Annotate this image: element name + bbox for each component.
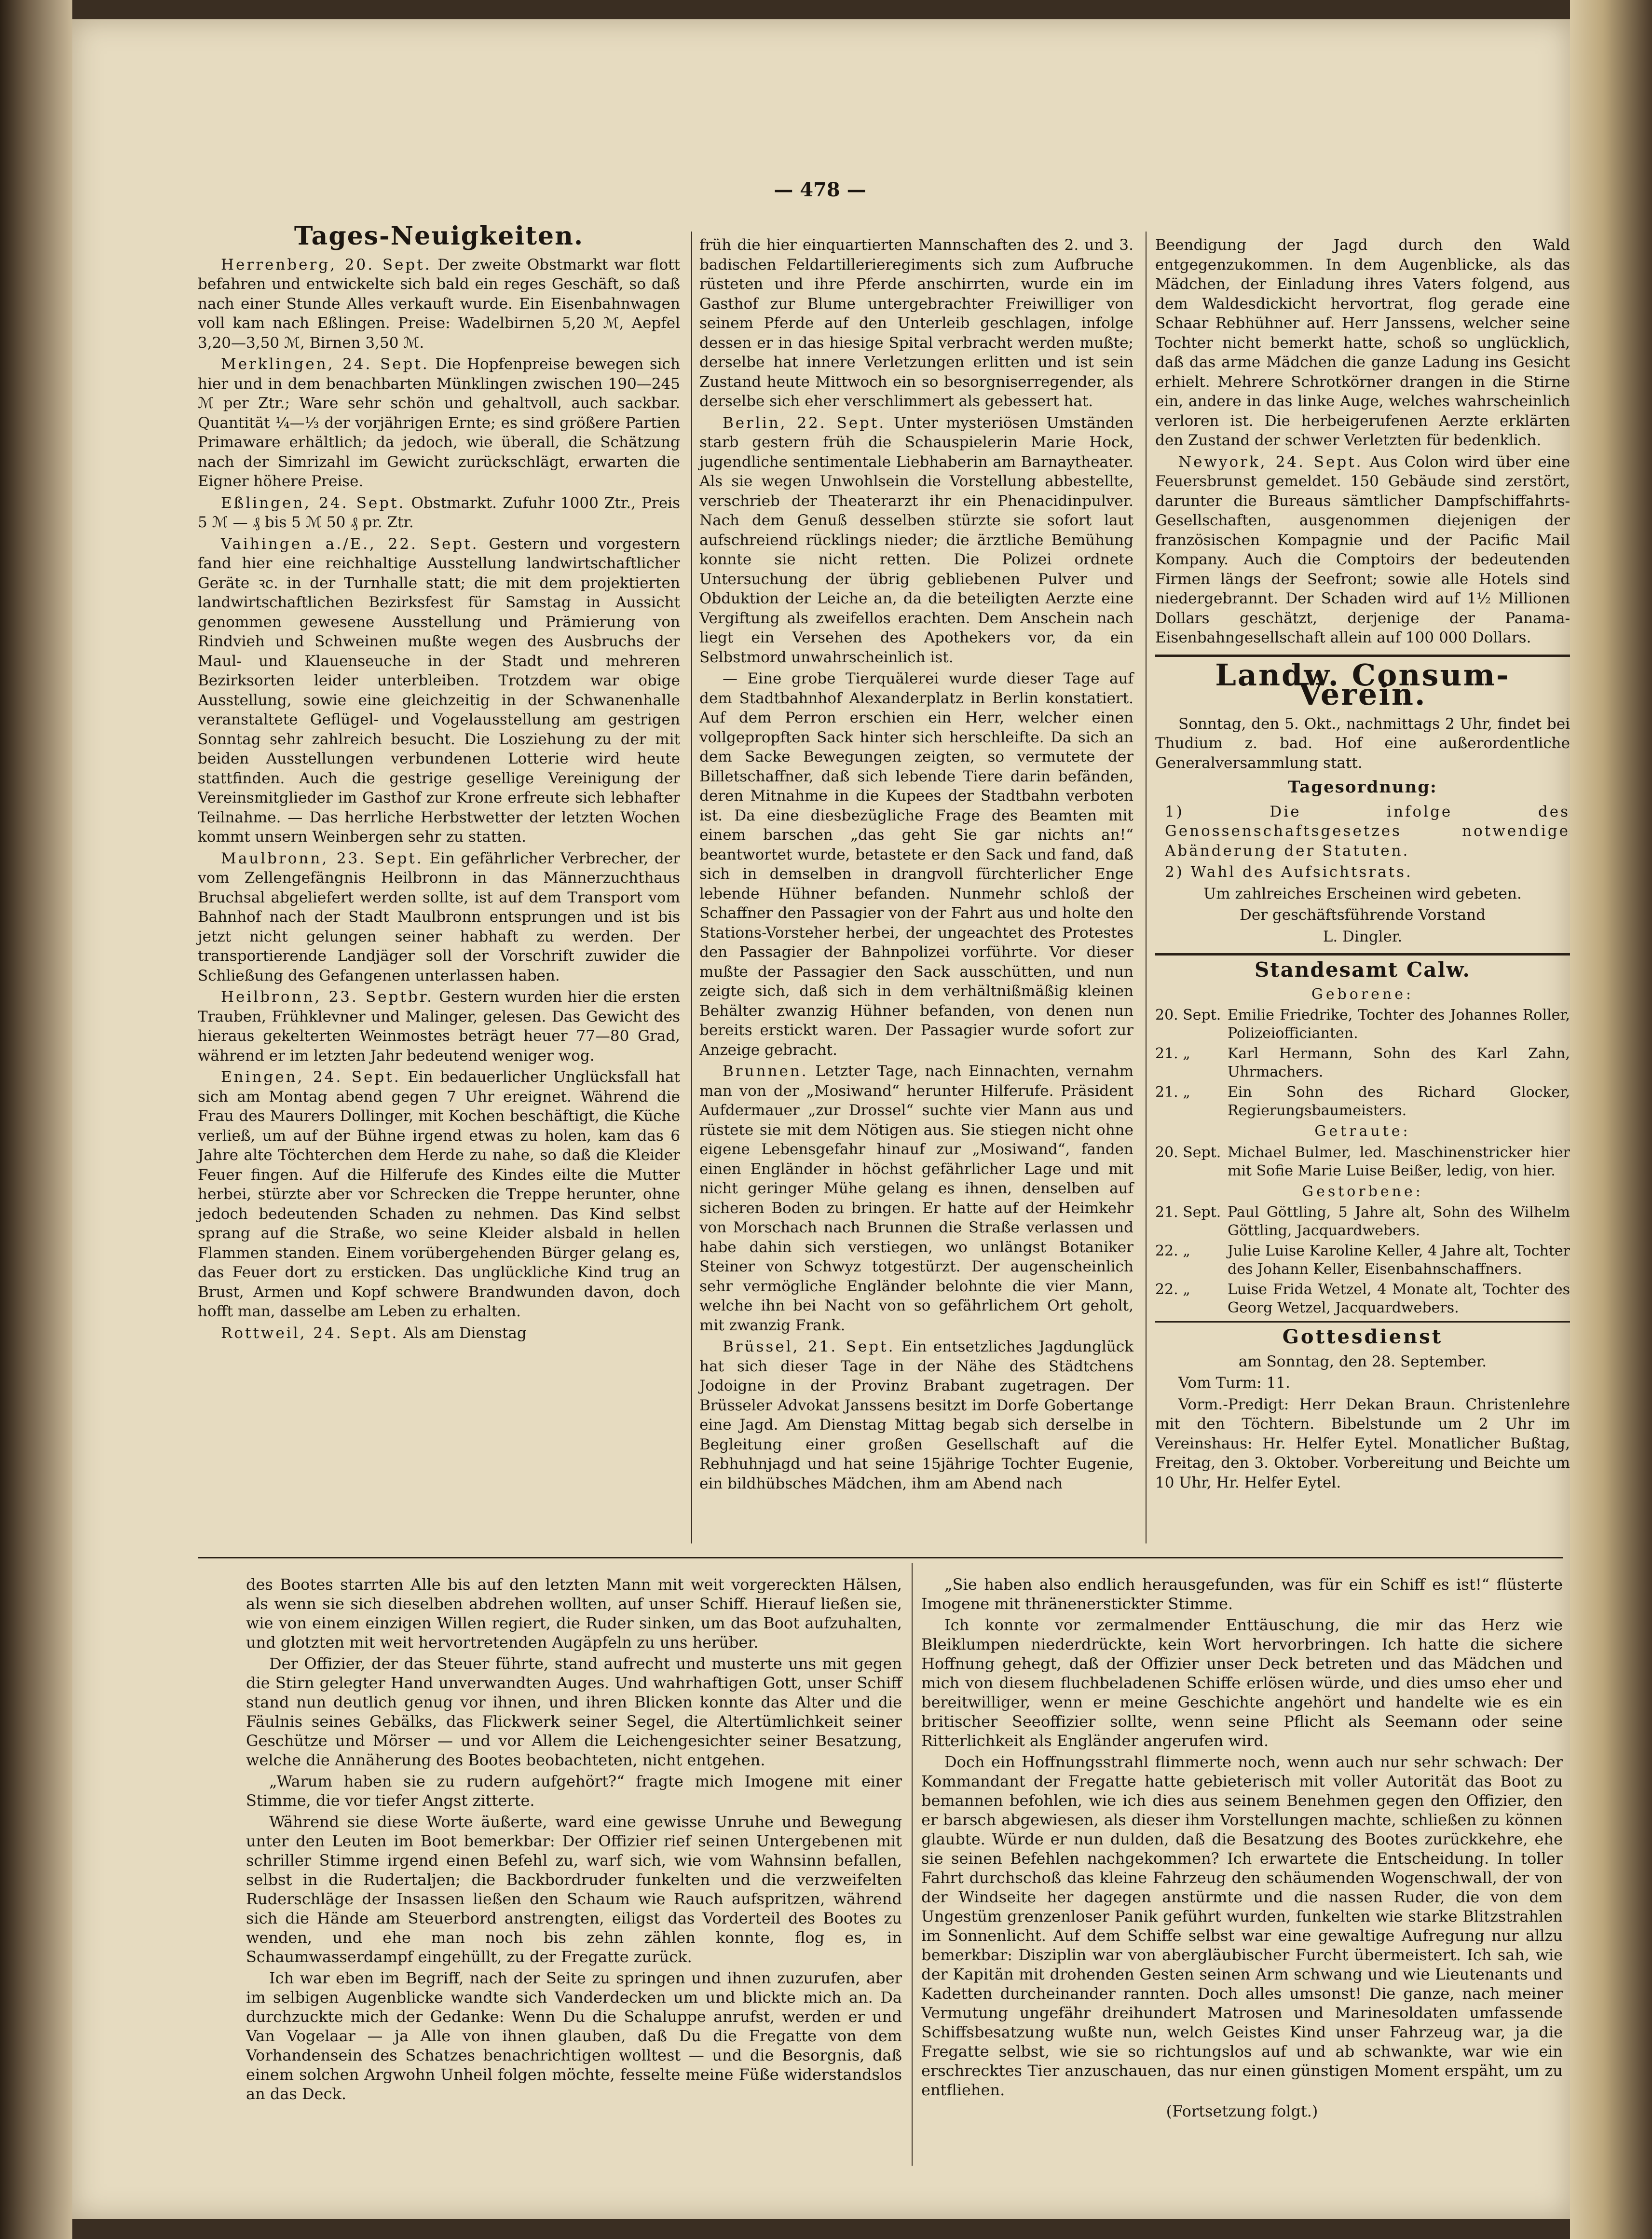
ad-board: Der geschäftsführende Vorstand	[1240, 906, 1486, 924]
page-number: — 478 —	[774, 178, 866, 201]
registry-entry: 22. „ Luise Frida Wetzel, 4 Monate alt, Tochter des Georg Wetzel, Jacquardwebers.	[1155, 1281, 1570, 1316]
news-column-2	[699, 235, 1133, 1495]
registry-entry: 20. Sept. Michael Bulmer, led. Maschinenstricker hier mit Sofie Marie Luise Beißer, ledig, von hier.	[1155, 1144, 1570, 1179]
story-paragraph: Doch ein Hoffnungsstrahl flimmerte noch, wenn auch nur sehr schwach: Der Kommandant der Fregatte hatte gebieterisch mit voller Autorität das Boot zu bemannen befohlen, wie ich dies aus seinem Benehmen gegen den Offizier, den er barsch abgewiesen, als dieser ihm Vorstellungen machte, schließen zu können glaubte. Würde er nun dulden, daß die Besatzung des Bootes zurückkehre, ehe sie seinen Befehlen nachgekommen? Ich erwartete die Entscheidung. In toller Fahrt durchschoß das kleine Fahrzeug den schäumenden Wogenschwall, der von der Windseite her dagegen anstürmte und die nassen Ruder, die von dem Ungestüm grenzenloser Panik geführt wurden, funkelten wie starke Blitzstrahlen im Sonnenlicht. Auf dem Schiffe selbst war eine gewaltige Aufregung nur allzu bemerkbar: Disziplin war von abergläubischer Furcht übermeistert. Ich sah, wie der Kapitän mit drohenden Gesten seinen Arm schwang und wie Lieutenants und Kadetten durcheinander rannten. Doch alles umsonst! Die ganze, nach meiner Vermutung ungefähr dreihundert Matrosen und Marinesoldaten umfassende Schiffsbesatzung wußte nun, welch Geistes Kind unser Fahrzeug war, ja die Fregatte selbst, wie sie so richtungslos auf und ab schwankte, war wie ein erschrecktes Tier anzuschauen, das nur einen günstigen Moment erspäht, um zu entfliehen.	[921, 1753, 1563, 2099]
registry-entry: 21. „ Karl Hermann, Sohn des Karl Zahn, Uhrmachers.	[1155, 1045, 1570, 1080]
registry-entry: 22. „ Julie Luise Karoline Keller, 4 Jahre alt, Tochter des Johann Keller, Eisenbahnschaffners.	[1155, 1242, 1570, 1278]
story-paragraph: Ich war eben im Begriff, nach der Seite zu springen und ihnen zuzurufen, aber im selbigen Augenblicke wandte sich Vanderdecken um und blickte mich an. Da durchzuckte mich der Gedanke: Wenn Du die Schaluppe anrufst, werden er und Van Vogelaar — ja Alle von ihnen glauben, daß Du die Fregatte von dem Vorhandensein des Schatzes benachrichtigen wolltest — und die Besorgnis, daß einem solchen Argwohn Unheil folgen möchte, fesselte meine Füße widerstandslos an das Deck.	[246, 1969, 902, 2103]
ad-intro: Sonntag, den 5. Okt., nachmittags 2 Uhr, findet bei Thudium z. bad. Hof eine außerordentliche Generalversammlung statt.	[1155, 715, 1570, 772]
news-item: Newyork, 24. Sept. Aus Colon wird über eine Feuersbrunst gemeldet. 150 Gebäude sind zerstört, darunter die Bureaus sämtlicher Dampfschiffahrts-Gesellschaften, ausgenommen diejenigen der französischen Kompagnie und der Pacific Mail Kompany. Auch die Comptoirs der bedeutenden Firmen längs der Seefront; sowie alle Hotels sind niedergebrannt. Der Schaden wird auf 1½ Millionen Dollars geschätzt, derjenige der Panama-Eisenbahngesellschaft allein auf 100 000 Dollars.	[1155, 453, 1570, 646]
church-date: am Sonntag, den 28. September.	[1238, 1352, 1487, 1370]
news-item: Berlin, 22. Sept. Unter mysteriösen Umständen starb gestern früh die Schauspielerin Marie Hock, jugendliche sentimentale Liebhaberin am Barnaytheater. Als sie wegen Unwohlsein die Vorstellung abbestellte, verschrieb der Theaterarzt ihr ein Phenacidinpulver. Nach dem Genuß desselben stürzte sie sofort laut aufschreiend rücklings nieder; die ärztliche Bemühung konnte sie nicht retten. Die Polizei ordnete Untersuchung der übrig gebliebenen Pulver und Obduktion der Leiche an, da die beteiligten Aerzte eine Vergiftung als zweifellos erachten. Dem Anschein nach liegt ein Versehen des Apothekers vor, da ein Selbstmord unwahrscheinlich ist.	[699, 414, 1133, 666]
news-column-1	[198, 221, 681, 1345]
news-item: Vaihingen a./E., 22. Sept. Gestern und vorgestern fand hier eine reichhaltige Ausstellung landwirtschaftlicher Geräte ꝛc. in der Turnhalle statt; die mit dem projektierten landwirtschaftlichen Bezirksfest für Samstag in Aussicht genommen gewesene Ausstellung und Prämierung von Rindvieh und Schweinen mußte wegen des Ausbruchs der Maul- und Klauenseuche in der Stadt und mehreren Bezirksorten leider unterbleiben. Trotzdem war obige Ausstellung, sowie eine gleichzeitig in der Schwanenhalle veranstaltete Geflügel- und Vogelausstellung am gestrigen Sonntag sehr zahlreich besucht. Die Losziehung zu der mit beiden Ausstellungen verbundenen Lotterie wird heute stattfinden. Auch die gestrige gesellige Vereinigung der Vereinsmitglieder im Gasthof zur Krone erfreute sich lebhafter Teilnahme. — Das herrliche Herbstwetter der letzten Wochen kommt unsern Weinbergen sehr zu statten.	[198, 535, 680, 846]
ad-signature: L. Dingler.	[1323, 928, 1403, 945]
story-paragraph: des Bootes starrten Alle bis auf den letzten Mann mit weit vorgereckten Hälsen, als wenn sie sich dieselben abdrehen wollten, auf unser Schiff. Hierauf ließen sie, wie von einem einzigen Willen regiert, die Ruder sinken, um das Boot aufzuhalten, und glotzten mit weit hervortretenden Augäpfeln zu uns herüber.	[246, 1575, 902, 1652]
ad-top-rule	[1155, 655, 1570, 657]
news-item: Brüssel, 21. Sept. Ein entsetzliches Jagdunglück hat sich dieser Tage in der Nähe des Städtchens Jodoigne in der Provinz Brabant zugetragen. Der Brüsseler Advokat Janssens besitzt im Dorfe Gobertange eine Jagd. Am Dienstag Mittag begab sich derselbe in Begleitung einer großen Gesellschaft auf die Rebhuhnjagd und hat seine 15jährige Tochter Eugenie, ein bildhübsches Mädchen, ihm am Abend nach	[699, 1338, 1133, 1492]
news-item: Eßlingen, 24. Sept. Obstmarkt. Zufuhr 1000 Ztr., Preis 5 ℳ — ₰ bis 5 ℳ 50 ₰ pr. Ztr.	[198, 494, 681, 531]
newspaper-page	[72, 19, 1570, 2219]
story-continued-note: (Fortsetzung folgt.)	[1166, 2102, 1318, 2120]
church-tower: Vom Turm: 11.	[1178, 1374, 1290, 1392]
story-column-left	[246, 1575, 902, 2105]
registry-entry: 20. Sept. Emilie Friedrike, Tochter des Johannes Roller, Polizeiofficianten.	[1155, 1007, 1570, 1042]
registry-entry: 21. „ Ein Sohn des Richard Glocker, Regierungsbaumeisters.	[1155, 1084, 1570, 1119]
news-item: Eningen, 24. Sept. Ein bedauerlicher Unglücksfall hat sich am Montag abend gegen 7 Uhr ereignet. Während die Frau des Maurers Dollinger, mit Kochen beschäftigt, die Küche verließ, um auf der Bühne irgend etwas zu holen, kam das 6 Jahre alte Töchterchen dem Herde zu nahe, so daß die Kleider Feuer fingen. Auf die Hilferufe des Kindes eilte die Mutter herbei, stürzte aber vor Schrecken die Treppe herunter, ohne jedoch bedeutenden Schaden zu nehmen. Das Kind selbst sprang auf die Straße, wo seine Kleider alsbald in hellen Flammen standen. Einem vorübergehenden Bürger gelang es, das Feuer dort zu ersticken. Das unglückliche Kind trug an Brust, Armen und Kopf schwere Brandwunden davon, doch hofft man, dasselbe am Leben zu erhalten.	[198, 1068, 680, 1320]
news-item: Merklingen, 24. Sept. Die Hopfenpreise bewegen sich hier und in dem benachbarten Münklingen zwischen 190—245 ℳ per Ztr.; Ware sehr schön und gehaltvoll, auch sackbar. Quantität ¼—⅓ der vorjährigen Ernte; es sind größere Partien Primaware erhältlich; da jedoch, wie überall, die Schätzung nach der Simrizahl im Gewicht zurückschlägt, erwarten die Eigner höhere Preise.	[198, 355, 680, 490]
ad-agenda-item: 1) Die infolge des Genossenschaftsgesetzes notwendige Abänderung der Statuten.	[1165, 803, 1570, 860]
news-item: Maulbronn, 23. Sept. Ein gefährlicher Verbrecher, der vom Zellengefängnis Heilbronn in das Männerzuchthaus Bruchsal abgeliefert werden sollte, ist auf dem Transport vom Bahnhof nach der Stadt Maulbronn entsprungen und ist bis jetzt nicht gelungen seiner habhaft zu werden. Der transportierende Landjäger soll der Vorschrift zuwider die Schließung des Gefangenen unterlassen haben.	[198, 849, 681, 984]
ad-title: Landw. Consum-Verein.	[1215, 657, 1510, 712]
registry-born-heading: Geborene:	[1311, 985, 1414, 1003]
story-paragraph: „Sie haben also endlich herausgefunden, was für ein Schiff es ist!“ flüsterte Imogene mit thränenerstickter Stimme.	[921, 1575, 1563, 1613]
news-item: — Eine grobe Tierquälerei wurde dieser Tage auf dem Stadtbahnhof Alexanderplatz in Berlin konstatiert. Auf dem Perron erschien ein Herr, welcher einen vollgepropften Sack hinter sich herschleifte. Da sich an dem Sacke Bewegungen zeigten, so vermutete der Billetschaffner, daß sich lebende Tiere darin befänden, deren Mitnahme in die Kupees der Stadtbahn verboten ist. Da eine diesbezügliche Frage des Beamten mit einem barschen „das geht Sie gar nichts an!“ beantwortet wurde, betastete er den Sack und fand, daß sich in demselben in drangvoll fürchterlicher Enge lebende Hühner befanden. Nunmehr schloß der Schaffner den Passagier von der Fahrt aus und holte den Stations-Vorsteher herbei, der ungeachtet des Protestes den Passagier der Bahnpolizei vorführte. Vor dieser mußte der Passagier den Sack ausschütten, und nun zeigte sich, daß sich in dem verhältnißmäßig kleinen Behälter zwanzig Hühner befanden, von denen nun bereits erstickt waren. Der Passagier wurde sofort zur Anzeige gebracht.	[699, 670, 1133, 1059]
registry-entry: 21. Sept. Paul Göttling, 5 Jahre alt, Sohn des Wilhelm Göttling, Jacquardwebers.	[1155, 1204, 1570, 1239]
story-paragraph: Ich konnte vor zermalmender Enttäuschung, die mir das Herz wie Bleiklumpen niederdrückte, kein Wort hervorbringen. Ich hatte die sichere Hoffnung gehegt, daß der Offizier unser Deck betreten und das Mädchen und mich von diesem fluchbeladenen Schiffe erlösen würde, und dies umso eher und bereitwilliger, wenn er meine Geschichte angehört und handelte wie es ein britischer Seeoffizier sollte, wenn seine Pflicht als Seemann oder seine Ritterlichkeit als Engländer angerufen wird.	[921, 1616, 1563, 1750]
story-paragraph: Während sie diese Worte äußerte, ward eine gewisse Unruhe und Bewegung unter den Leuten im Boot bemerkbar: Der Offizier rief seinen Untergebenen mit schriller Stimme irgend einen Befehl zu, warf sich, wie vom Wahnsinn befallen, selbst in die Rudertaljen; die Backbordruder funkelten und die verzweifelten Ruderschläge der Insassen ließen den Schaum wie Rauch aufspritzen, während sich die Hände am Steuerbord anstrengten, eiligst das Vorderteil des Bootes zu wenden, und ehe man noch bis zehn zählen konnte, flog es, in Schaumwasserdampf eingehüllt, zu der Fregatte zurück.	[246, 1813, 902, 1966]
church-text: Vorm.-Predigt: Herr Dekan Braun. Christenlehre mit den Töchtern. Bibelstunde um 2 Uhr im Vereinshaus: Hr. Helfer Eytel. Monatlicher Bußtag, Freitag, den 3. Oktober. Vorbereitung und Beichte um 10 Uhr, Hr. Helfer Eytel.	[1155, 1395, 1570, 1491]
story-column-right	[921, 1575, 1563, 2123]
column-rule-2	[1146, 232, 1147, 1543]
story-paragraph: „Warum haben sie zu rudern aufgehört?“ fragte mich Imogene mit einer Stimme, die vor tiefer Angst zitterte.	[246, 1772, 902, 1810]
registry-title: Standesamt Calw.	[1254, 958, 1471, 982]
registry-married-heading: Getraute:	[1314, 1123, 1411, 1140]
story-separator-rule	[198, 1557, 1563, 1558]
next-page-edge	[1570, 0, 1652, 2239]
church-rule	[1155, 1321, 1570, 1323]
ad-agenda-heading: Tagesordnung:	[1288, 778, 1437, 797]
news-item: Herrenberg, 20. Sept. Der zweite Obstmarkt war flott befahren und entwickelte sich bald ein reges Geschäft, so daß nach einer Stunde Alles verkauft wurde. Ein Eisenbahnwagen voll kam nach Eßlingen. Preise: Wadelbirnen 5,20 ℳ, Aepfel 3,20—3,50 ℳ, Birnen 3,50 ℳ.	[198, 256, 680, 352]
news-item: Heilbronn, 23. Septbr. Gestern wurden hier die ersten Trauben, Frühklevner und Malinger, gelesen. Das Gewicht des hieraus gekelterten Weinmostes beträgt heuer 77—80 Grad, während er im letzten Jahr bedeutend weniger wog.	[198, 988, 681, 1065]
news-item: Brunnen. Letzter Tage, nach Einnachten, vernahm man von der „Mosiwand“ herunter Hilferufe. Präsident Aufdermauer „zur Drossel“ suchte vier Mann aus und rüstete sie mit dem Nötigen aus. Sie stiegen nicht ohne eigene Lebensgefahr hinauf zur „Mosiwand“, fanden einen Engländer in höchst gefährlicher Lage und mit nicht geringer Mühe gelang es ihnen, denselben auf sicheren Boden zu bringen. Er hatte auf der Heimkehr von Morschach nach Brunnen die Straße verlassen und habe dahin sich verstiegen, wo unlängst Botaniker Steiner von Schwyz totgestürzt. Der augenscheinlich sehr vermögliche Engländer belohnte die vier Mann, welche ihn bei Nacht von so gefährlichem Ort geholt, mit zwanzig Frank.	[699, 1063, 1133, 1334]
ad-bottom-rule	[1155, 953, 1570, 956]
news-item: früh die hier einquartierten Mannschaften des 2. und 3. badischen Feldartillerieregiments sich zum Aufbruche rüsteten und ihre Pferde anschirrten, wurde ein im Gasthof zur Blume untergebrachter Freiwilliger von seinem Pferde auf den Unterleib geschlagen, infolge dessen er in das hiesige Spital verbracht werden mußte; derselbe hat innere Verletzungen erlitten und ist sein Zustand heute Mittwoch ein so besorgniserregender, als derselbe sich eher verschlimmert als gebessert hat.	[699, 236, 1133, 410]
ad-closing: Um zahlreiches Erscheinen wird gebeten.	[1203, 885, 1522, 902]
column-rule-1	[691, 232, 692, 1543]
story-column-rule	[912, 1563, 913, 2166]
church-title: Gottesdienst	[1282, 1325, 1443, 1348]
registry-died-heading: Gestorbene:	[1302, 1183, 1423, 1200]
news-column-3	[1155, 235, 1570, 1494]
story-paragraph: Der Offizier, der das Steuer führte, stand aufrecht und musterte uns mit gegen die Stirn gelegter Hand unverwandten Auges. Und wahrhaftigen Gott, unser Schiff stand nun deutlich genug vor ihnen, und ihren Blicken konnte das Alter und die Fäulnis seines Gebälks, das Flickwerk seiner Segel, die Altertümlichkeit seiner Geschütze und Mörser — und vor Allem die Leichengesichter seiner Besatzung, welche die Annäherung des Bootes beobachteten, nicht entgehen.	[246, 1654, 902, 1769]
book-binding	[0, 0, 72, 2239]
section-heading: Tages-Neuigkeiten.	[294, 221, 584, 251]
news-item: Rottweil, 24. Sept. Als am Dienstag	[221, 1324, 527, 1342]
news-item: Beendigung der Jagd durch den Wald entgegenzukommen. In dem Augenblicke, als das Mädchen, der Einladung ihres Vaters folgend, aus dem Waldesdickicht hervortrat, flog gerade eine Schaar Rebhühner auf. Herr Janssens, welcher seine Tochter nicht bemerkt hatte, schoß so unglücklich, daß das arme Mädchen die ganze Ladung ins Gesicht erhielt. Mehrere Schrotkörner drangen in die Stirne ein, andere in das linke Auge, welches wahrscheinlich verloren ist. Die herbeigerufenen Aerzte erklärten den Zustand der schwer Verletzten für bedenklich.	[1155, 236, 1570, 449]
ad-agenda-item: 2) Wahl des Aufsichtsrats.	[1165, 863, 1413, 881]
